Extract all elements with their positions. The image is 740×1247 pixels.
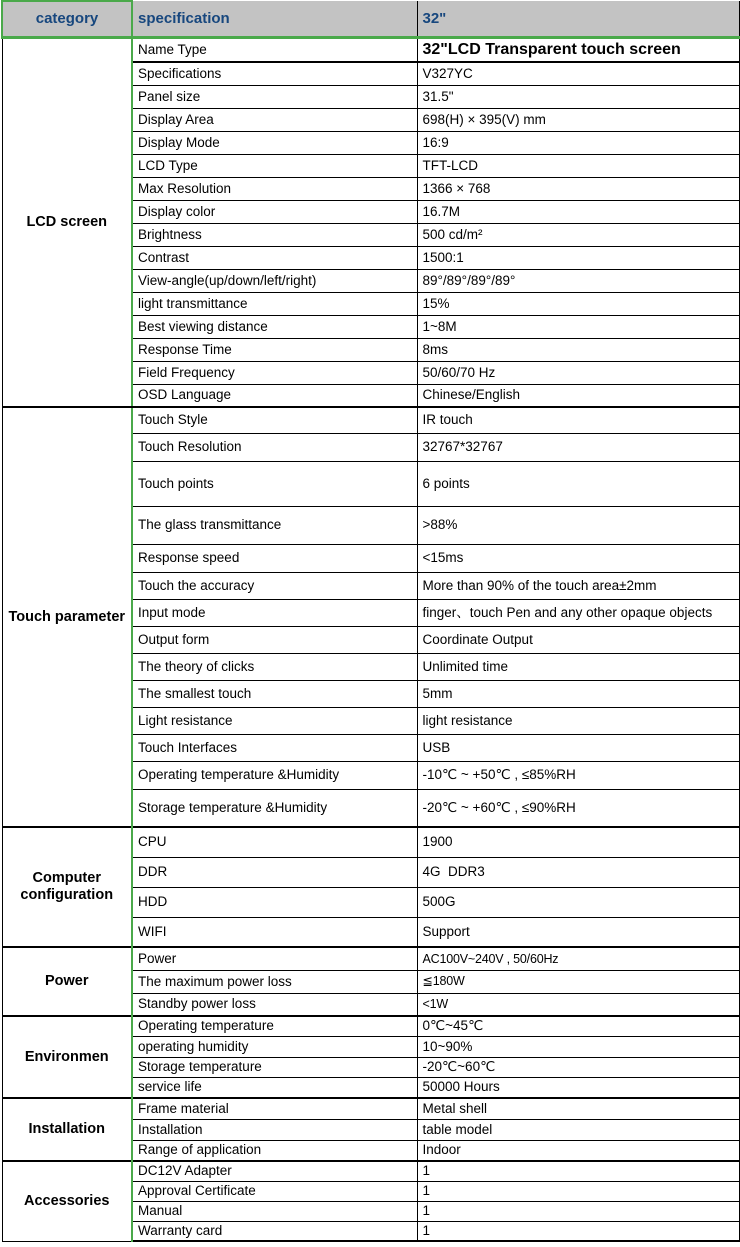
table-row (2, 1161, 740, 1181)
spec-name-cell: Touch Interfaces (132, 734, 417, 761)
spec-name-cell: Manual (132, 1201, 417, 1221)
spec-name-cell: Touch Style (132, 407, 417, 433)
table-row (2, 407, 740, 433)
header-category: category (2, 1, 132, 37)
spec-name-cell: Response Time (132, 338, 417, 361)
spec-value-cell: More than 90% of the touch area±2mm (417, 572, 740, 599)
spec-value-cell: >88% (417, 506, 740, 544)
spec-value-cell: 6 points (417, 461, 740, 506)
spec-name-cell: Operating temperature &Humidity (132, 761, 417, 789)
spec-name-cell: service life (132, 1077, 417, 1098)
spec-value-cell: 1366 × 768 (417, 177, 740, 200)
spec-value-cell: 5mm (417, 680, 740, 707)
spec-value-cell: Indoor (417, 1140, 740, 1161)
spec-value-cell: finger、touch Pen and any other opaque objects (417, 599, 740, 626)
spec-name-cell: Response speed (132, 544, 417, 572)
spec-name-cell: Touch points (132, 461, 417, 506)
spec-value-cell: 0℃~45℃ (417, 1016, 740, 1036)
category-cell: Installation (2, 1098, 132, 1161)
spec-value-cell: TFT-LCD (417, 154, 740, 177)
spec-value-cell: 1 (417, 1221, 740, 1241)
spec-value-cell: 10~90% (417, 1036, 740, 1057)
spec-name-cell: View-angle(up/down/left/right) (132, 269, 417, 292)
spec-name-cell: Installation (132, 1119, 417, 1140)
spec-value-cell: 16:9 (417, 131, 740, 154)
spec-name-cell: light transmittance (132, 292, 417, 315)
spec-value-cell: -10℃ ~ +50℃ , ≤85%RH (417, 761, 740, 789)
spec-name-cell: Contrast (132, 246, 417, 269)
spec-value-cell: 698(H) × 395(V) mm (417, 108, 740, 131)
spec-name-cell: WIFI (132, 917, 417, 947)
spec-value-cell: USB (417, 734, 740, 761)
spec-name-cell: Max Resolution (132, 177, 417, 200)
spec-name-cell: Output form (132, 626, 417, 653)
spec-name-cell: Warranty card (132, 1221, 417, 1241)
spec-name-cell: Name Type (132, 37, 417, 62)
spec-value-cell: -20℃~60℃ (417, 1057, 740, 1077)
category-cell: LCD screen (2, 37, 132, 407)
spec-value-cell: 16.7M (417, 200, 740, 223)
spec-name-cell: HDD (132, 887, 417, 917)
spec-value-cell: light resistance (417, 707, 740, 734)
spec-name-cell: Display color (132, 200, 417, 223)
spec-value-cell: 15% (417, 292, 740, 315)
spec-value-cell: Support (417, 917, 740, 947)
spec-name-cell: Storage temperature &Humidity (132, 789, 417, 827)
spec-value-cell: Unlimited time (417, 653, 740, 680)
spec-name-cell: Storage temperature (132, 1057, 417, 1077)
header-specification: specification (132, 1, 417, 37)
spec-value-cell: Coordinate Output (417, 626, 740, 653)
spec-name-cell: operating humidity (132, 1036, 417, 1057)
spec-name-cell: Light resistance (132, 707, 417, 734)
spec-value-cell: V327YC (417, 62, 740, 85)
spec-name-cell: Operating temperature (132, 1016, 417, 1036)
spec-name-cell: Standby power loss (132, 993, 417, 1016)
spec-value-cell: 1 (417, 1161, 740, 1181)
spec-name-cell: Frame material (132, 1098, 417, 1119)
category-cell: Environmen (2, 1016, 132, 1098)
spec-value-cell: <15ms (417, 544, 740, 572)
spec-name-cell: DDR (132, 857, 417, 887)
table-row (2, 37, 740, 62)
table-row (2, 1098, 740, 1119)
spec-value-cell: 8ms (417, 338, 740, 361)
spec-name-cell: Touch the accuracy (132, 572, 417, 599)
spec-value-cell: 500G (417, 887, 740, 917)
spec-value-cell: IR touch (417, 407, 740, 433)
table-row (2, 827, 740, 857)
category-cell: Touch parameter (2, 407, 132, 827)
spec-name-cell: CPU (132, 827, 417, 857)
spec-value-cell: table model (417, 1119, 740, 1140)
spec-value-cell: Metal shell (417, 1098, 740, 1119)
spec-value-cell: 1 (417, 1201, 740, 1221)
spec-value-cell: 32"LCD Transparent touch screen (417, 37, 740, 62)
spec-value-cell: 1 (417, 1181, 740, 1201)
category-cell: Computer configuration (2, 827, 132, 947)
category-cell: Power (2, 947, 132, 1016)
spec-value-cell: 50000 Hours (417, 1077, 740, 1098)
spec-name-cell: The theory of clicks (132, 653, 417, 680)
header-row (2, 1, 740, 37)
spec-name-cell: Display Mode (132, 131, 417, 154)
spec-value-cell: <1W (417, 993, 740, 1016)
spec-name-cell: Specifications (132, 62, 417, 85)
spec-name-cell: The maximum power loss (132, 970, 417, 993)
spec-value-cell: 1~8M (417, 315, 740, 338)
spec-value-cell: -20℃ ~ +60℃ , ≤90%RH (417, 789, 740, 827)
spec-value-cell: AC100V~240V , 50/60Hz (417, 947, 740, 970)
header-size: 32" (417, 1, 740, 37)
spec-name-cell: Input mode (132, 599, 417, 626)
category-cell: Accessories (2, 1161, 132, 1241)
table-row (2, 947, 740, 970)
spec-name-cell: Best viewing distance (132, 315, 417, 338)
specification-table (1, 0, 740, 1242)
spec-name-cell: Display Area (132, 108, 417, 131)
spec-name-cell: LCD Type (132, 154, 417, 177)
spec-name-cell: Brightness (132, 223, 417, 246)
spec-name-cell: The glass transmittance (132, 506, 417, 544)
spec-name-cell: OSD Language (132, 384, 417, 407)
spec-name-cell: Panel size (132, 85, 417, 108)
spec-value-cell: 89°/89°/89°/89° (417, 269, 740, 292)
spec-name-cell: Field Frequency (132, 361, 417, 384)
spec-name-cell: Approval Certificate (132, 1181, 417, 1201)
spec-value-cell: 32767*32767 (417, 433, 740, 461)
spec-name-cell: The smallest touch (132, 680, 417, 707)
spec-name-cell: Range of application (132, 1140, 417, 1161)
spec-name-cell: Touch Resolution (132, 433, 417, 461)
table-row (2, 1016, 740, 1036)
spec-name-cell: Power (132, 947, 417, 970)
spec-value-cell: 50/60/70 Hz (417, 361, 740, 384)
spec-value-cell: 4G DDR3 (417, 857, 740, 887)
spec-value-cell: 31.5" (417, 85, 740, 108)
spec-value-cell: 1500:1 (417, 246, 740, 269)
spec-value-cell: Chinese/English (417, 384, 740, 407)
spec-value-cell: 1900 (417, 827, 740, 857)
spec-value-cell: ≦180W (417, 970, 740, 993)
spec-table-body (2, 37, 740, 1241)
spec-value-cell: 500 cd/m² (417, 223, 740, 246)
spec-name-cell: DC12V Adapter (132, 1161, 417, 1181)
